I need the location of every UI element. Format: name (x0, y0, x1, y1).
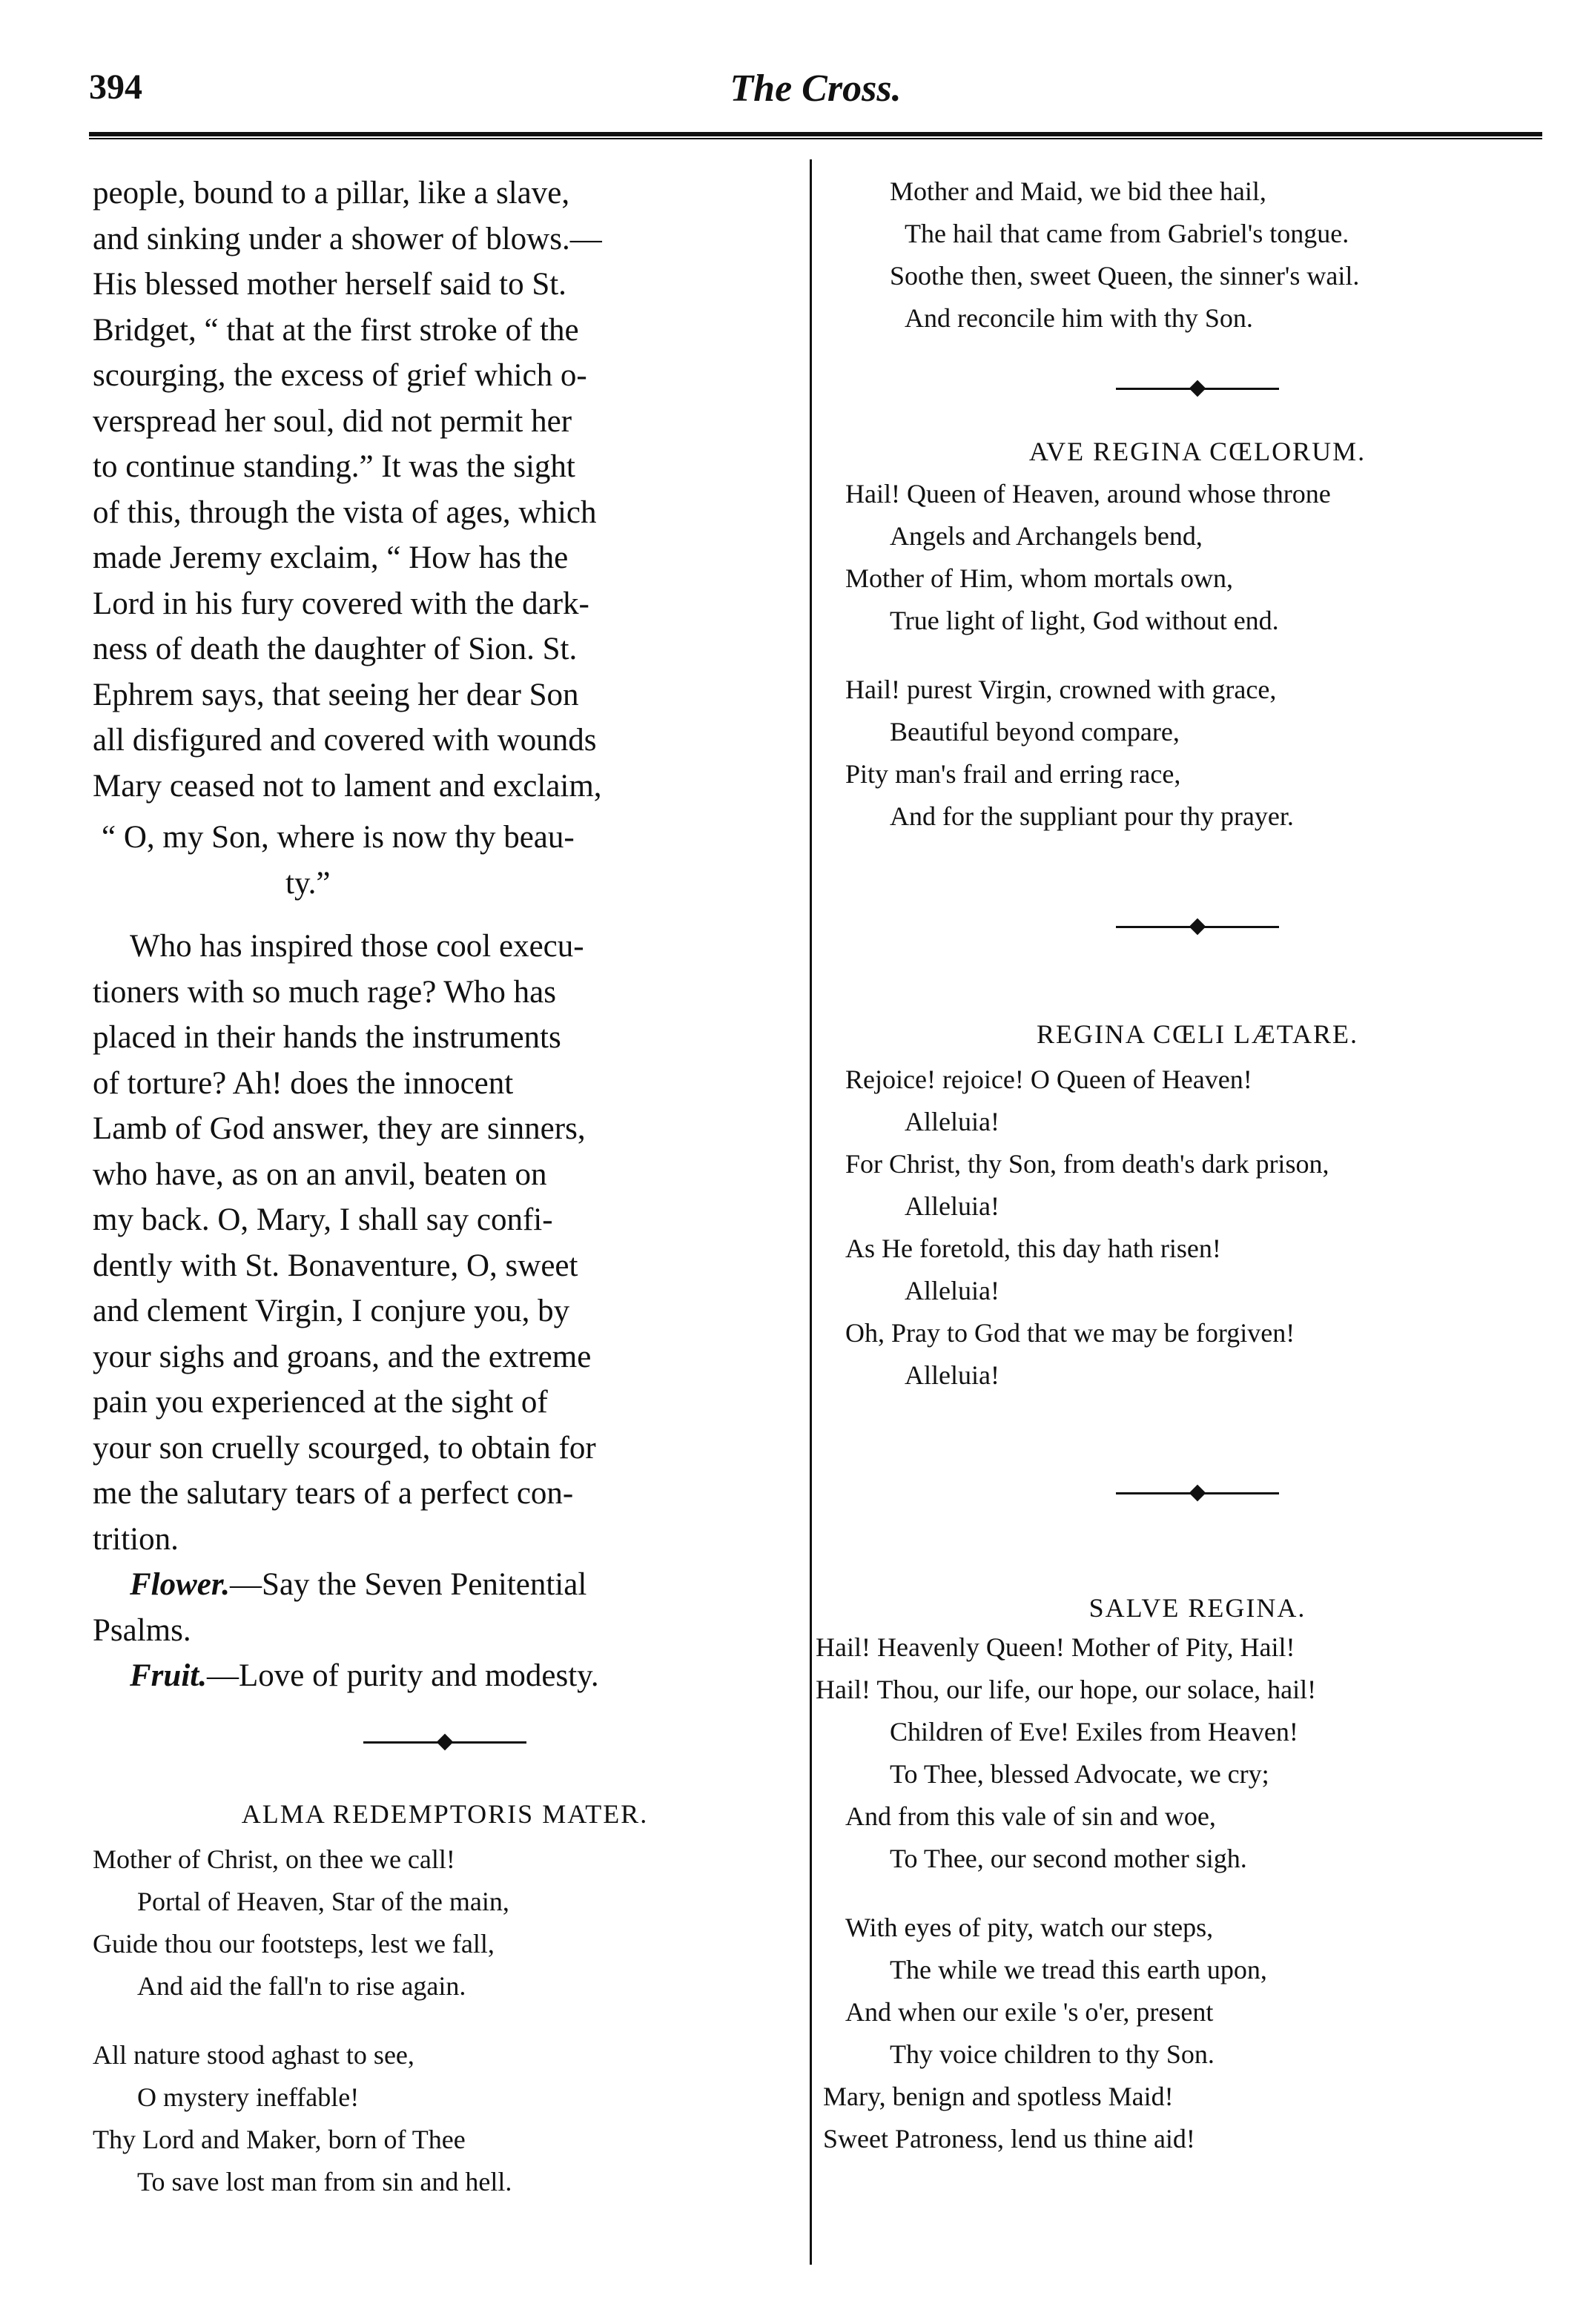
prose-paragraph-2 (93, 924, 797, 1562)
text-line: of this, through the vista of ages, which (93, 494, 597, 530)
hymn-line: Pity man's frail and erring race, (845, 759, 1181, 789)
hymn-line: To Thee, blessed Advocate, we cry; (890, 1759, 1269, 1789)
fruit-text: —Love of purity and modesty. (206, 1658, 599, 1693)
text-line: scourging, the excess of grief which o- (93, 358, 587, 393)
running-title: The Cross. (730, 67, 902, 110)
header-rule (89, 132, 1542, 139)
left-column (93, 171, 797, 2203)
hymn-line: Portal of Heaven, Star of the main, (137, 1886, 509, 1916)
hymn-line: Oh, Pray to God that we may be forgiven! (845, 1318, 1295, 1348)
flower-line (93, 1562, 797, 1608)
hymn-line: Hail! Queen of Heaven, around whose throne (845, 479, 1331, 509)
hymn-line: Thy Lord and Maker, born of Thee (93, 2124, 466, 2154)
fruit-line (93, 1653, 797, 1699)
hymn-line: Alleluia! (905, 1276, 999, 1305)
hymn-line: To Thee, our second mother sigh. (890, 1844, 1247, 1873)
text-line: pain you experienced at the sight of (93, 1385, 548, 1420)
hymn-title: SALVE REGINA. (1088, 1593, 1306, 1623)
text-line: and clement Virgin, I conjure you, by (93, 1294, 570, 1328)
hymn-line: And for the suppliant pour thy prayer. (890, 801, 1294, 831)
text-line: dently with St. Bonaventure, O, sweet (93, 1248, 578, 1283)
quote-line: “ O, my Son, where is now thy beau- (102, 820, 575, 855)
hymn-line: Hail! purest Virgin, crowned with grace, (845, 675, 1277, 704)
hymn-line: Mother of Christ, on thee we call! (93, 1844, 455, 1874)
hymn-line: Beautiful beyond compare, (890, 717, 1180, 746)
hymn-line: With eyes of pity, watch our steps, (845, 1913, 1214, 1942)
hymn-line: Angels and Archangels bend, (890, 521, 1203, 551)
prose-paragraph-1 (93, 171, 797, 809)
text-line: me the salutary tears of a perfect con- (93, 1476, 574, 1511)
fruit-label: Fruit. (130, 1658, 207, 1693)
hymn-title: AVE REGINA CŒLORUM. (1028, 437, 1367, 466)
hymn-line: As He foretold, this day hath risen! (845, 1234, 1221, 1263)
hymn-line: Guide thou our footsteps, lest we fall, (93, 1928, 495, 1959)
text-line: Lord in his fury covered with the dark- (93, 586, 589, 621)
page-header (89, 67, 1542, 119)
text-line: verspread her soul, did not permit her (93, 403, 572, 439)
text-line: Lamb of God answer, they are sinners, (93, 1111, 586, 1146)
text-line: tioners with so much rage? Who has (93, 974, 556, 1010)
hymn-line: Alleluia! (905, 1107, 999, 1136)
text-line: your son cruelly scourged, to obtain for (93, 1430, 596, 1466)
flower-text: —Say the Seven Penitential (230, 1567, 587, 1602)
hymn-title: REGINA CŒLI LÆTARE. (1036, 1019, 1359, 1049)
hymn-line: True light of light, God without end. (890, 606, 1279, 635)
text-line: Ephrem says, that seeing her dear Son (93, 677, 579, 712)
quote-line: ty.” (285, 865, 331, 901)
hymn-line: All nature stood aghast to see, (93, 2039, 414, 2070)
hymn-line: Mother of Him, whom mortals own, (845, 563, 1233, 593)
text-line: ness of death the daughter of Sion. St. (93, 632, 578, 666)
hymn-line: Mary, benign and spotless Maid! (823, 2082, 1174, 2111)
hymn-line: Rejoice! rejoice! O Queen of Heaven! (845, 1065, 1252, 1094)
flower-line-2: Psalms. (93, 1612, 191, 1648)
text-line: my back. O, Mary, I shall say confi- (93, 1202, 553, 1237)
hymn-ave-regina (845, 433, 1550, 838)
hymn-line: The while we tread this earth upon, (890, 1955, 1267, 1984)
hymn-line: Mother and Maid, we bid thee hail, (890, 176, 1266, 206)
text-line: made Jeremy exclaim, “ How has the (93, 540, 569, 575)
text-line: who have, as on an anvil, beaten on (93, 1156, 547, 1192)
hymn-line: The hail that came from Gabriel's tongue. (905, 219, 1349, 248)
hymn-line: O mystery ineffable! (137, 2082, 360, 2112)
hymn-line: Sweet Patroness, lend us thine aid! (823, 2124, 1195, 2153)
hymn-line: Children of Eve! Exiles from Heaven! (890, 1717, 1298, 1747)
section-ornament (1116, 919, 1279, 934)
hymn-line: Thy voice children to thy Son. (890, 2039, 1215, 2069)
hymn-line: Soothe then, sweet Queen, the sinner's wail. (890, 261, 1360, 291)
section-ornament (1116, 381, 1279, 396)
hymn-line: For Christ, thy Son, from death's dark prison, (845, 1149, 1329, 1179)
hymn-line: And reconcile him with thy Son. (905, 303, 1253, 333)
text-line: trition. (93, 1521, 179, 1557)
hymn-line: And aid the fall'n to rise again. (137, 1970, 466, 2001)
text-line: all disfigured and covered with wounds (93, 723, 597, 758)
hymn-title: ALMA REDEMPTORIS MATER. (241, 1798, 649, 1829)
flower-label: Flower. (130, 1567, 231, 1602)
section-ornament (363, 1735, 526, 1749)
hymn-line: Hail! Thou, our life, our hope, our solace, hail! (816, 1675, 1317, 1704)
text-line: Bridget, “ that at the first stroke of the (93, 312, 579, 348)
hymn-line: Hail! Heavenly Queen! Mother of Pity, Hail! (816, 1632, 1295, 1662)
column-divider (810, 159, 812, 2265)
hymn-stanza-continued (845, 171, 1550, 340)
text-line: Mary ceased not to lament and exclaim, (93, 768, 602, 804)
section-ornament (1116, 1486, 1279, 1500)
text-line: placed in their hands the instruments (93, 1020, 561, 1055)
hymn-line: Alleluia! (905, 1191, 999, 1221)
text-line: Who has inspired those cool execu- (130, 929, 584, 964)
hymn-line: Alleluia! (905, 1360, 999, 1390)
hymn-line: And when our exile 's o'er, present (845, 1997, 1214, 2027)
hymn-alma-redemptoris (93, 1795, 797, 2203)
hymn-salve-regina (816, 1589, 1550, 2160)
hymn-line: To save lost man from sin and hell. (137, 2166, 512, 2196)
text-line: to continue standing.” It was the sight (93, 449, 575, 484)
text-line: His blessed mother herself said to St. (93, 267, 566, 302)
hymn-regina-coeli (845, 1016, 1550, 1397)
page-number: 394 (89, 67, 142, 107)
text-line: people, bound to a pillar, like a slave, (93, 176, 570, 211)
text-line: and sinking under a shower of blows.— (93, 221, 602, 256)
right-column (816, 171, 1550, 2160)
text-line: of torture? Ah! does the innocent (93, 1065, 514, 1101)
hymn-line: And from this vale of sin and woe, (845, 1801, 1216, 1831)
text-line: your sighs and groans, and the extreme (93, 1339, 592, 1374)
